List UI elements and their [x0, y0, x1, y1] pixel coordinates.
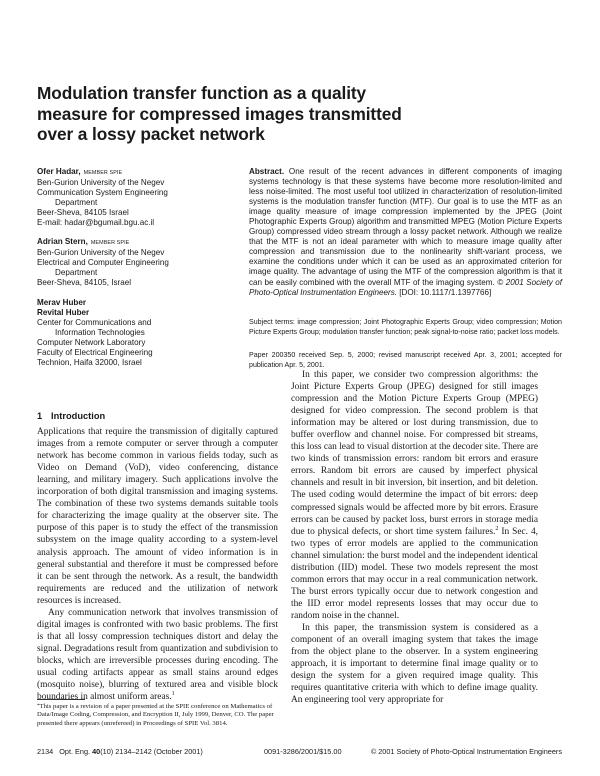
- affiliation-line: Ben-Gurion University of the Negev: [37, 178, 165, 188]
- footer-citation: [37, 747, 203, 756]
- abstract-copyright: © 2001 Society of Photo-Optical Instrumentation Engineers.: [249, 277, 563, 297]
- author-list: [37, 167, 232, 377]
- section-number: 1: [37, 411, 43, 421]
- body-paragraph: [37, 607, 278, 703]
- body-paragraph: [291, 369, 538, 622]
- footnote-text: This paper is a revision of a paper presented at the SPIE conference on Mathematics of Data/Image Coding, Compression, and Encryption II, July 1999, Denver, CO. The paper presented there appears (unrefereed) in Proceedings of SPIE Vol. 3814.: [37, 703, 274, 727]
- author-block: [37, 298, 232, 368]
- footer-copyright: © 2001 Society of Photo-Optical Instrumentation Engineers: [370, 747, 562, 756]
- author-name: Merav Huber: [37, 297, 87, 307]
- member-badge: MEMBER SPIE: [83, 170, 123, 176]
- affiliation-line: Technion, Haifa 32000, Israel: [37, 357, 142, 367]
- section-heading: [37, 410, 278, 422]
- paragraph-text: In Sec. 4, two types of error models are applied to the communication channel simulation: the burst model and the independent identical distribution (IID) model. These two models represent the most common errors that may occur in a real communication network. The burst errors typically occur due to network congestion and the IID error model represents losses that may occur due to random noise in the channel.: [291, 526, 538, 621]
- author-block: [37, 237, 232, 288]
- abstract-label: Abstract.: [249, 167, 285, 176]
- footnote-rule: [37, 699, 85, 700]
- body-paragraph: In this paper, the transmission system is considered as a component of an overall imaging system that takes the image from the object plane to the observer. In a system engineering approach, it is important to determine final image quality or to design the system for a given required image quality. This requires quantitative criteria with which to define image quality. An engineering tool very appropriate for: [291, 622, 538, 706]
- affiliation-line: Center for Communications and: [37, 317, 152, 327]
- author-name: Ofer Hadar,: [37, 167, 81, 176]
- affiliation-line: Beer-Sheva, 84105, Israel: [37, 278, 132, 288]
- author-name: Revital Huber: [37, 307, 90, 317]
- affiliation-line: Department: [55, 198, 98, 208]
- affiliation-line: Department: [55, 268, 98, 278]
- right-column: [291, 369, 538, 706]
- affiliation-line: Information Technologies: [55, 327, 145, 337]
- abstract-doi: [DOI: 10.1117/1.1397766]: [399, 287, 492, 297]
- abstract: [249, 167, 562, 298]
- issue-pages: (10) 2134–2142 (October 2001): [100, 747, 203, 756]
- journal-name: Opt. Eng.: [59, 747, 91, 756]
- paragraph-text: Any communication network that involves transmission of digital images is confronted with two basic problems. The first is that all lossy compression techniques distort and delay the signal. Degradations result from quantization and subdivision to blocks, which are irreversible processes during encoding. The usual coding artifacts appear as small stains around edges (mosquito noise), blurring of textured area and visible block boundaries in almost uniform areas.: [37, 607, 278, 703]
- received-dates: Paper 200350 received Sep. 5, 2000; revised manuscript received Apr. 3, 2001; accepted for publication Apr. 5, 2001.: [249, 351, 562, 369]
- body-paragraph: Applications that require the transmission of digitally captured images from a remote computer or server through a computer network has become common in various fields today, such as Video on Demand (VoD), video conferencing, distance learning, and military imagery. Such applications involve the incorporation of both digital transmission and imaging systems. The combination of these two systems demands suitable tools for characterizing the image quality at the observer site. The purpose of this paper is to study the effect of the transmission subsystem on the image quality according to a system-level analysis approach. The amount of video information is in general substantial and therefore it must be compressed before it can be sent through the network. As a result, the bandwidth requirements are reduced and the utilization of network resources is increased.: [37, 427, 278, 606]
- subject-terms: Subject terms: image compression; Joint Photographic Experts Group; video compression; Motion Picture Experts Group; modulation transfer function; peak signal-to-noise ratio; packet loss models.: [249, 318, 562, 336]
- reference-mark: 1: [171, 690, 175, 697]
- price-code: 0091-3286/2001/$15.00: [264, 747, 342, 756]
- author-block: [37, 167, 232, 228]
- paper-title: [37, 83, 557, 145]
- left-column: [37, 410, 278, 703]
- paragraph-text: In this paper, we consider two compression algorithms: the Joint Picture Experts Group (JPEG) designed for still images compression and the Motion Picture Experts Group (MPEG) designed for video compression. The second problem is that information may be altered or lost during transmission, due to buffer overflow and channel noise. For compressed bit streams, this loss can lead to visual distortion at the decoder site. There are two kinds of transmission errors: random bit errors and erasure errors. Random bit errors are caused by imperfect physical channels and result in bit inversion, bit insertion, and bit deletion. The used coding would determine the impact of bit errors: deep compressed signals would be affected more by bit errors. Erasure errors can be caused by packet loss, burst errors in storage media due to physical defects, or short time system failures.: [291, 370, 538, 537]
- affiliation-line: Electrical and Computer Engineering: [37, 258, 169, 268]
- title-line: over a lossy packet network: [37, 124, 265, 144]
- title-line: measure for compressed images transmitted: [37, 103, 402, 124]
- page-number: 2134: [37, 747, 54, 756]
- reference-mark: 2: [495, 525, 499, 532]
- title-line: Modulation transfer function as a quality: [37, 83, 367, 103]
- footnote-mark: *: [37, 704, 40, 709]
- member-badge: MEMBER SPIE: [90, 240, 130, 247]
- abstract-text: One result of the recent advances in different components of imaging systems technology is that these systems have become more resolution-limited and less noise-limited. The most useful tool utilized in characterization of resolution-limited systems is the modulation transfer function (MTF). Our goal is to use the MTF as an image quality measure of image compression implemented by the JPEG (Joint Photographic Experts Group) algorithm and transmitted MPEG (Motion Picture Experts Group) compressed video stream through a lossy packet network. Although we realize that the MTF is not an ideal parameter with which to measure image quality after compression and transmission due to the nonlinearity shift-variant process, we examine the conditions under which it can be used as an approximated criterion for image quality. The advantage of using the MTF of the compression algorithm is that it can be easily combined with the overall MTF of the imaging system.: [249, 167, 562, 287]
- section-title: Introduction: [51, 411, 106, 421]
- affiliation-line: Computer Network Laboratory: [37, 337, 146, 347]
- journal-volume: 40: [92, 747, 101, 756]
- affiliation-line: Ben-Gurion University of the Negev: [37, 248, 165, 258]
- footnote: [37, 703, 278, 728]
- author-name: Adrian Stern,: [37, 237, 88, 247]
- affiliation-line: Communication System Engineering: [37, 188, 168, 198]
- affiliation-line: Faculty of Electrical Engineering: [37, 347, 153, 357]
- author-email: E-mail: hadar@bgumail.bgu.ac.il: [37, 218, 155, 228]
- affiliation-line: Beer-Sheva, 84105 Israel: [37, 208, 129, 218]
